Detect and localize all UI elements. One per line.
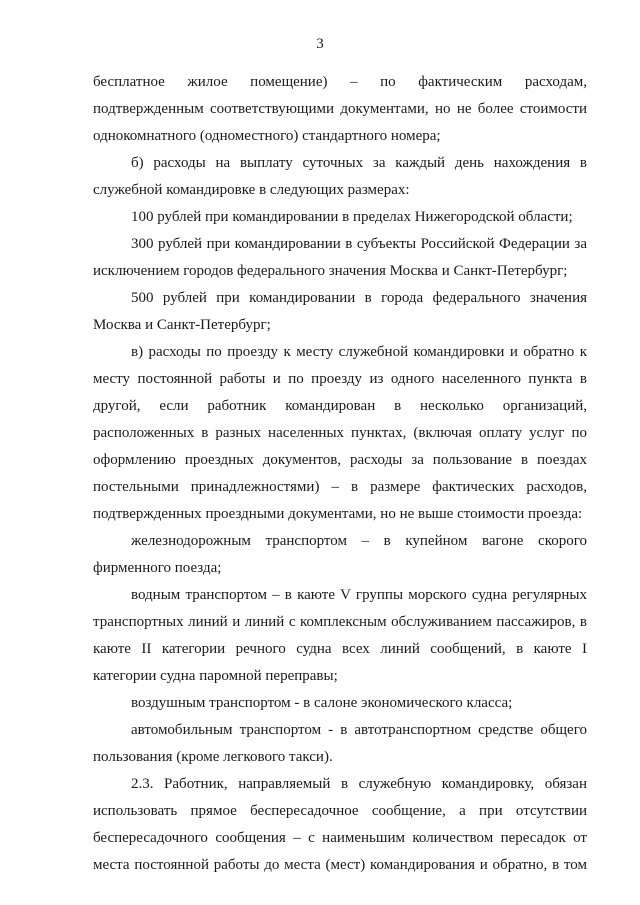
paragraph-section-2-3: 2.3. Работник, направляемый в служебную командировку, обязан использовать прямое беспересадочное сообщение, а при отсутствии беспересадочного сообщения – с наименьшим количеством пересадок от места постоянной работы до места (мест) командирования и обратно, в том xyxy=(93,776,587,873)
paragraph-water-transport: водным транспортом – в каюте V группы морского судна регулярных транспортных линий и линий с комплексным обслуживанием пассажиров, в каюте II категории речного судна всех линий сообщений, в каюте I категории судна паромной переправы; xyxy=(93,587,587,684)
page-number: 3 xyxy=(316,36,324,52)
paragraph-allowance-regions: 300 рублей при командировании в субъекты Российской Федерации за исключением городов федерального значения Москва и Санкт-Петербург; xyxy=(93,236,587,279)
paragraph-daily-allowance: б) расходы на выплату суточных за каждый день нахождения в служебной командировке в следующих размерах: xyxy=(93,155,587,198)
paragraph-road-transport: автомобильным транспортом - в автотранспортном средстве общего пользования (кроме легкового такси). xyxy=(93,722,587,765)
paragraph-travel-expenses: в) расходы по проезду к месту служебной командировки и обратно к месту постоянной работы и по проезду из одного населенного пункта в другой, если работник командирован в несколько организаций, расположенных в разных населенных пунктах, (включая оплату услуг по оформлению проездных документов, расходы за пользование в поездах постельными принадлежностями) – в размере фактических расходов, подтвержденных проездными документами, но не выше стоимости проезда: xyxy=(93,344,587,522)
document-body xyxy=(93,69,587,879)
paragraph-allowance-federal-cities: 500 рублей при командировании в города федерального значения Москва и Санкт-Петербург; xyxy=(93,290,587,333)
paragraph-allowance-nizhny-novgorod: 100 рублей при командировании в пределах Нижегородской области; xyxy=(131,209,573,225)
paragraph-lodging-continuation: бесплатное жилое помещение) – по фактическим расходам, подтвержденным соответствующими документами, но не более стоимости однокомнатного (одноместного) стандартного номера; xyxy=(93,74,587,144)
paragraph-air-transport: воздушным транспортом - в салоне экономического класса; xyxy=(131,695,513,711)
paragraph-rail-transport: железнодорожным транспортом – в купейном вагоне скорого фирменного поезда; xyxy=(93,533,587,576)
